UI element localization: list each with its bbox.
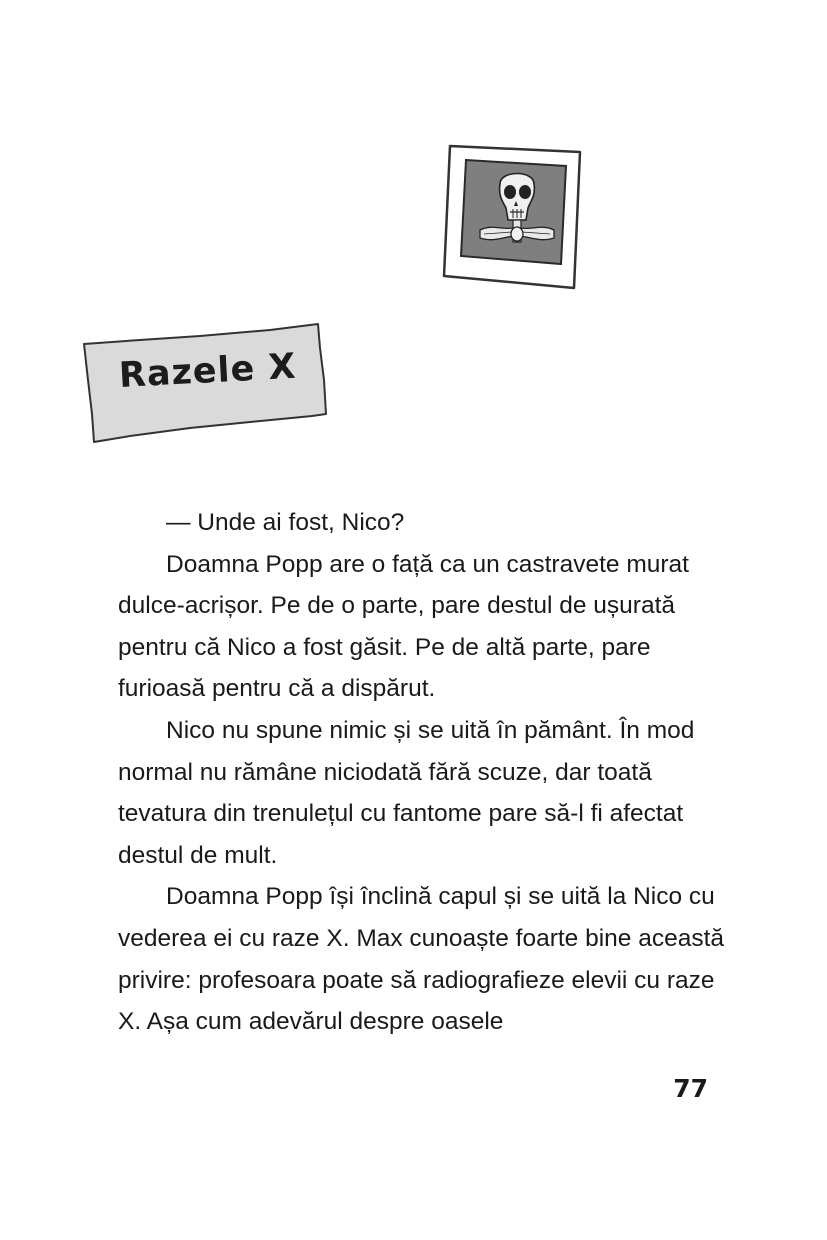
- paragraph-dialogue: — Unde ai fost, Nico?: [166, 509, 405, 536]
- paragraph: Doamna Popp își înclină capul și se uită la Nico cu vederea ei cu raze X. Max cunoaște foarte bine această privire: profesoara poate să radiografieze elevii cu raze X. Așa cum adevărul despre oasele: [118, 883, 725, 1036]
- paragraph: Doamna Popp are o față ca un castravete murat dulce-acrișor. Pe de o parte, pare destul de ușurată pentru că Nico a fost găsit. Pe de altă parte, pare furioasă pentru că a dispărut.: [118, 550, 689, 703]
- page-number: 77: [673, 1074, 708, 1103]
- body-text: [118, 502, 728, 1043]
- xray-skull-icon: [440, 138, 590, 293]
- chapter-title: Razele X: [117, 346, 298, 396]
- paragraph: Nico nu spune nimic și se uită în pământ. În mod normal nu rămâne niciodată fără scuze, dar toată tevatura din trenulețul cu fantome pare să-l fi afectat destul de mult.: [118, 716, 695, 869]
